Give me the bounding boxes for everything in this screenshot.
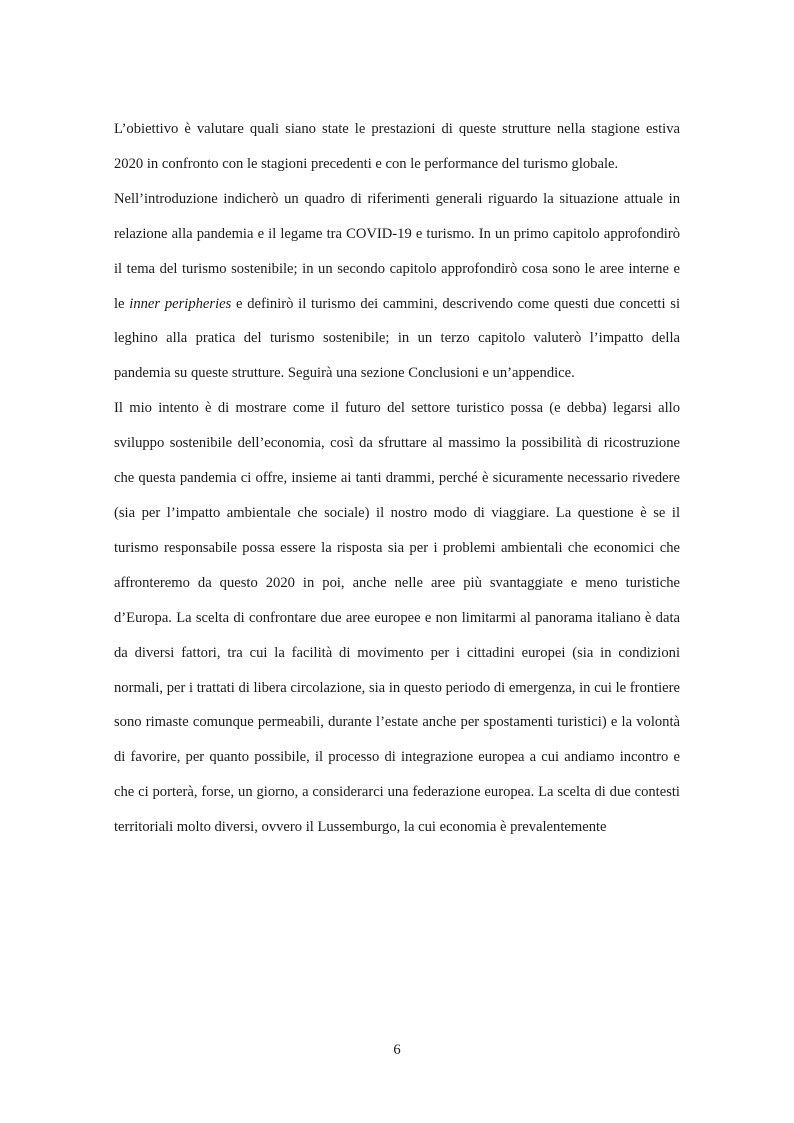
italic-term: inner peripheries — [129, 295, 232, 312]
page-number: 6 — [393, 1042, 401, 1058]
paragraph-text: Nell’introduzione indicherò un quadro di riferimenti generali riguardo la situazione attuale in relazione alla pandemia e il legame tra COVID-19 e turismo. In un primo capitolo approfondirò il tema del turismo sostenibile; in un secondo capitolo approfondirò cosa sono le aree interne e le — [114, 190, 680, 312]
body-text — [114, 112, 680, 845]
paragraph-text: Il mio intento è di mostrare come il futuro del settore turistico possa (e debba) legarsi allo sviluppo sostenibile dell’economia, così da sfruttare al massimo la possibilità di ricostruzione che questa pandemia ci offre, insieme ai tanti drammi, perché è sicuramente necessario rivedere (sia per l’impatto ambientale che sociale) il nostro modo di viaggiare. La questione è se il turismo responsabile possa essere la risposta sia per i problemi ambientali che economici che affronteremo da questo 2020 in poi, anche nelle aree più svantaggiate e meno turistiche d’Europa. La scelta di confrontare due aree europee e non limitarmi al panorama italiano è data da diversi fattori, tra cui la facilità di movimento per i cittadini europei (sia in condizioni normali, per i trattati di libera circolazione, sia in questo periodo di emergenza, in cui le frontiere sono rimaste comunque permeabili, durante l’estate anche per spostamenti turistici) e la volontà di favorire, per quanto possibile, il processo di integrazione europea a cui andiamo incontro e che ci porterà, forse, un giorno, a considerarci una federazione europea. La scelta di due contesti territoriali molto diversi, ovvero il Lussemburgo, la cui economia è prevalentemente — [114, 400, 680, 836]
paragraph-2 — [114, 182, 680, 391]
paragraph-3 — [114, 391, 680, 845]
paragraph-text: L’obiettivo è valutare quali siano state le prestazioni di queste strutture nella stagione estiva 2020 in confronto con le stagioni precedenti e con le performance del turismo globale. — [114, 121, 680, 172]
paragraph-1 — [114, 112, 680, 182]
paragraph-text: e definirò il turismo dei cammini, descrivendo come questi due concetti si leghino alla pratica del turismo sostenibile; in un terzo capitolo valuterò l’impatto della pandemia su queste strutture. Seguirà una sezione Conclusioni e un’appendice. — [114, 295, 680, 382]
